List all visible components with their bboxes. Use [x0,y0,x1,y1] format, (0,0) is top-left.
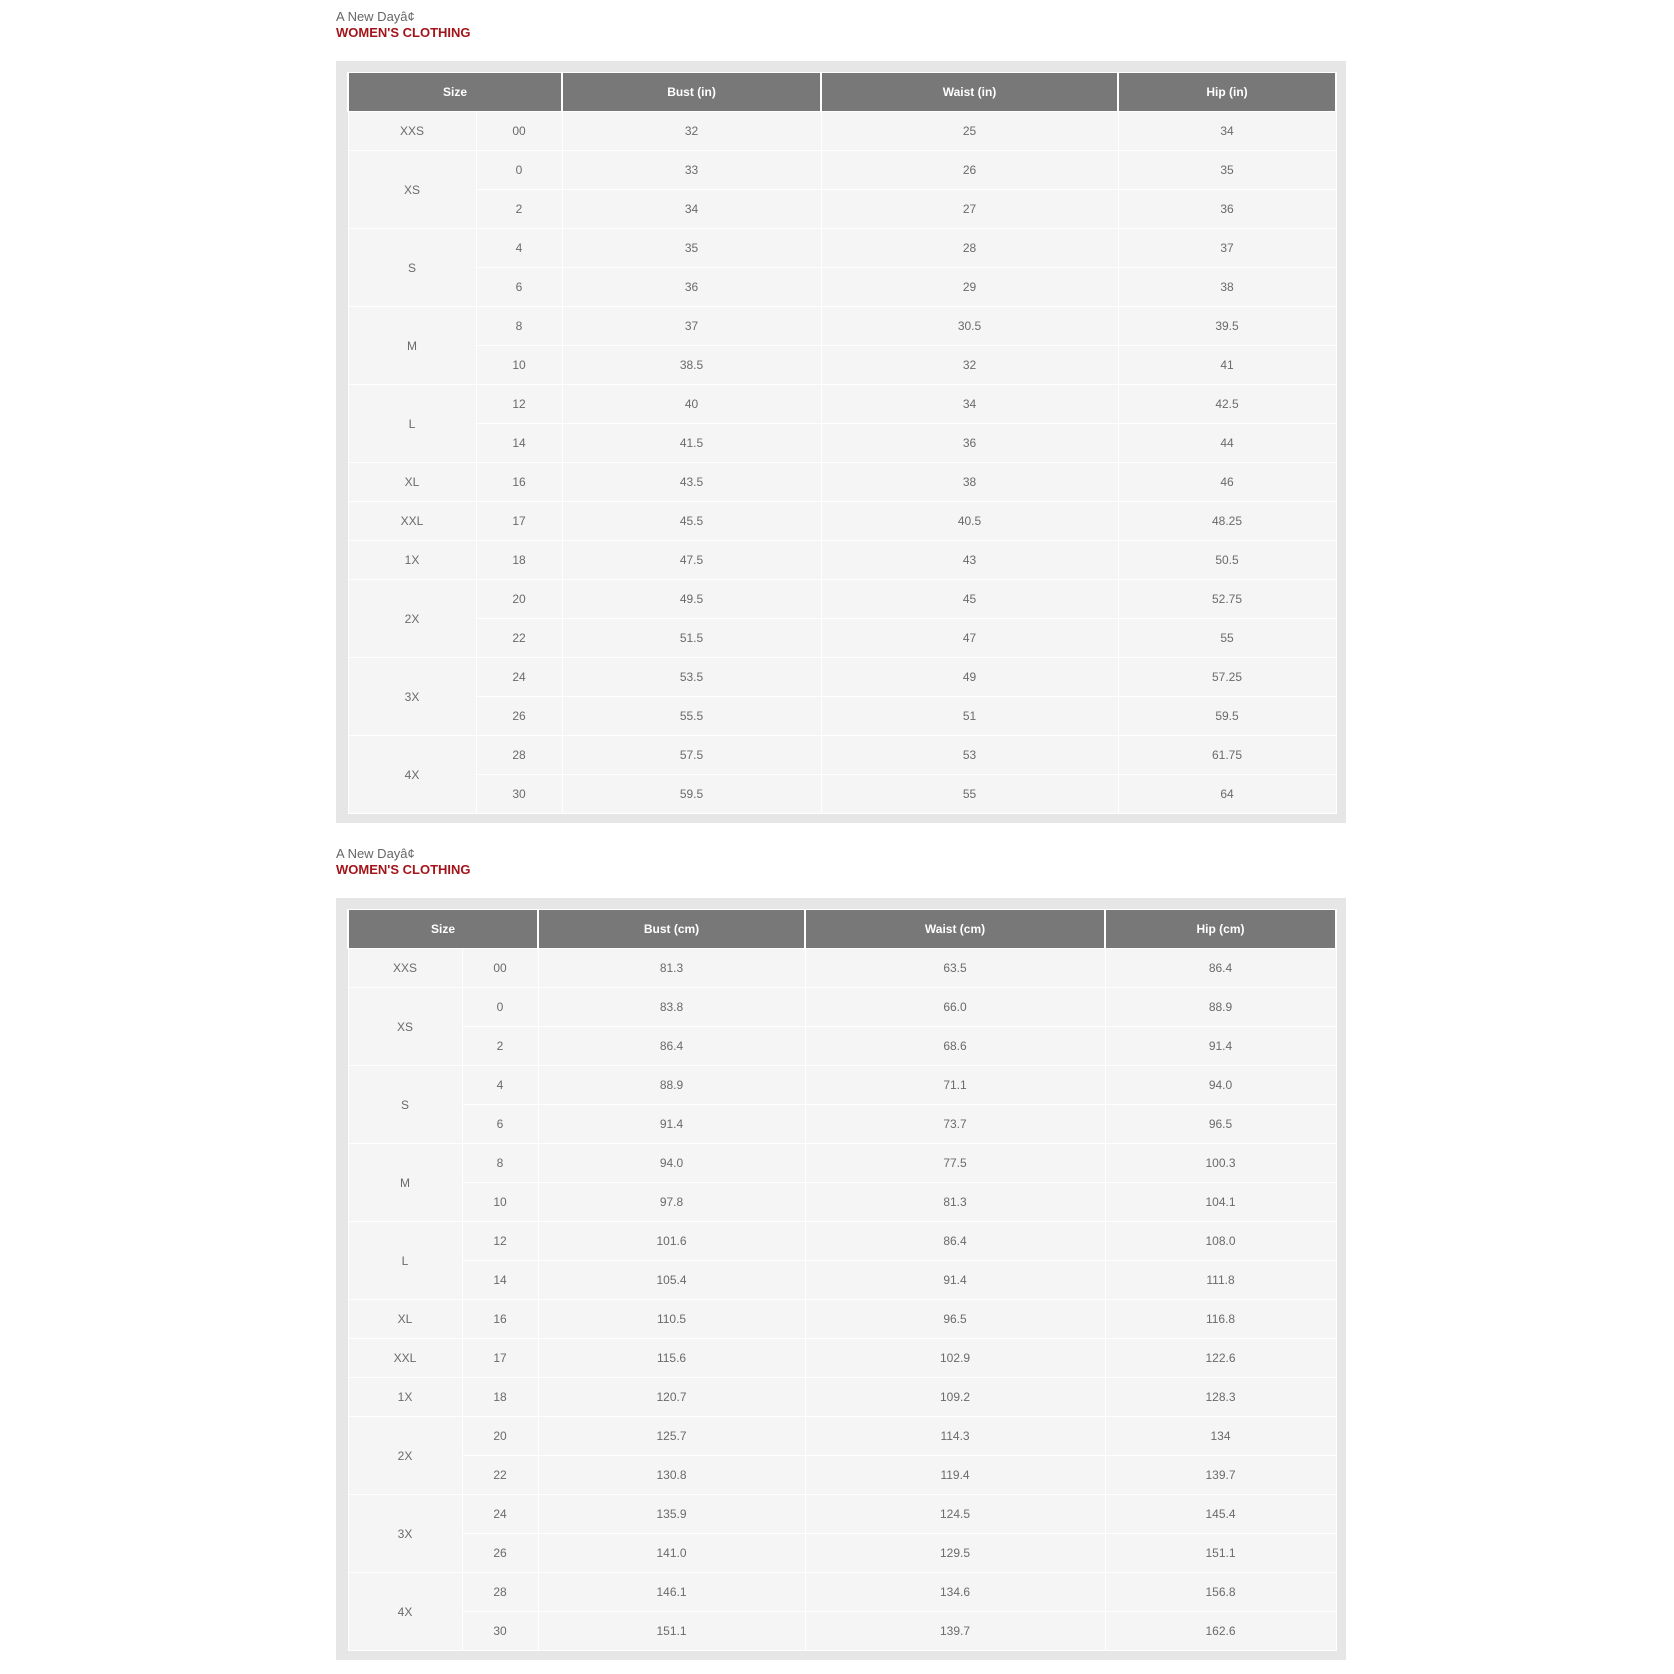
waist-cell: 134.6 [805,1573,1105,1612]
size-number-cell: 24 [476,658,562,697]
size-number-cell: 10 [462,1183,538,1222]
waist-cell: 30.5 [821,307,1118,346]
table-panel [336,61,1346,823]
waist-cell: 49 [821,658,1118,697]
size-number-cell: 8 [476,307,562,346]
size-number-cell: 10 [476,346,562,385]
hip-cell: 134 [1105,1417,1336,1456]
size-number-cell: 2 [476,190,562,229]
bust-cell: 47.5 [562,541,821,580]
size-number-cell: 12 [462,1222,538,1261]
hip-cell: 39.5 [1118,307,1336,346]
waist-cell: 71.1 [805,1066,1105,1105]
table-row [348,949,1336,988]
hip-cell: 64 [1118,775,1336,814]
hip-cell: 37 [1118,229,1336,268]
size-number-cell: 14 [462,1261,538,1300]
table-row [348,190,1336,229]
waist-cell: 68.6 [805,1027,1105,1066]
table-row [348,1027,1336,1066]
size-label-cell: 3X [348,658,476,736]
size-number-cell: 17 [476,502,562,541]
hip-cell: 41 [1118,346,1336,385]
section-title: WOMEN'S CLOTHING [336,862,471,877]
table-row [348,229,1336,268]
waist-cell: 26 [821,151,1118,190]
size-label-cell: S [348,1066,462,1144]
bust-cell: 33 [562,151,821,190]
size-chart-inches [336,9,1346,823]
size-label-cell: XS [348,988,462,1066]
waist-cell: 25 [821,112,1118,151]
table-row [348,1261,1336,1300]
size-label-cell: XS [348,151,476,229]
size-number-cell: 2 [462,1027,538,1066]
hip-cell: 104.1 [1105,1183,1336,1222]
waist-cell: 32 [821,346,1118,385]
table-row [348,1456,1336,1495]
waist-header: Waist (in) [821,73,1118,112]
waist-cell: 28 [821,229,1118,268]
size-header: Size [348,73,562,112]
hip-cell: 108.0 [1105,1222,1336,1261]
bust-cell: 34 [562,190,821,229]
table-row [348,1534,1336,1573]
table-row [348,1612,1336,1651]
bust-cell: 125.7 [538,1417,805,1456]
size-number-cell: 26 [476,697,562,736]
hip-cell: 94.0 [1105,1066,1336,1105]
table-row [348,151,1336,190]
table-row [348,1300,1336,1339]
hip-cell: 59.5 [1118,697,1336,736]
bust-cell: 45.5 [562,502,821,541]
bust-cell: 57.5 [562,736,821,775]
waist-cell: 139.7 [805,1612,1105,1651]
size-number-cell: 22 [462,1456,538,1495]
size-chart-centimeters [336,846,1346,1660]
table-row [348,580,1336,619]
waist-cell: 119.4 [805,1456,1105,1495]
table-row [348,1144,1336,1183]
bust-cell: 130.8 [538,1456,805,1495]
hip-cell: 151.1 [1105,1534,1336,1573]
table-row [348,1183,1336,1222]
size-label-cell: XXL [348,1339,462,1378]
table-row [348,1495,1336,1534]
hip-cell: 42.5 [1118,385,1336,424]
size-label-cell: XXS [348,949,462,988]
size-number-cell: 26 [462,1534,538,1573]
bust-cell: 110.5 [538,1300,805,1339]
size-number-cell: 28 [476,736,562,775]
size-label-cell: 1X [348,541,476,580]
waist-cell: 109.2 [805,1378,1105,1417]
size-number-cell: 30 [462,1612,538,1651]
table-row [348,307,1336,346]
size-header: Size [348,910,538,949]
waist-cell: 43 [821,541,1118,580]
bust-cell: 141.0 [538,1534,805,1573]
table-row [348,619,1336,658]
hip-cell: 111.8 [1105,1261,1336,1300]
bust-cell: 94.0 [538,1144,805,1183]
waist-cell: 63.5 [805,949,1105,988]
bust-cell: 59.5 [562,775,821,814]
hip-cell: 156.8 [1105,1573,1336,1612]
table-panel [336,898,1346,1660]
waist-cell: 73.7 [805,1105,1105,1144]
waist-cell: 124.5 [805,1495,1105,1534]
size-number-cell: 12 [476,385,562,424]
size-label-cell: L [348,1222,462,1300]
hip-cell: 100.3 [1105,1144,1336,1183]
size-number-cell: 8 [462,1144,538,1183]
bust-cell: 101.6 [538,1222,805,1261]
size-label-cell: M [348,1144,462,1222]
waist-cell: 40.5 [821,502,1118,541]
waist-cell: 51 [821,697,1118,736]
waist-cell: 38 [821,463,1118,502]
bust-cell: 88.9 [538,1066,805,1105]
size-label-cell: XL [348,463,476,502]
waist-cell: 47 [821,619,1118,658]
waist-cell: 36 [821,424,1118,463]
bust-cell: 151.1 [538,1612,805,1651]
table-row [348,1105,1336,1144]
size-label-cell: 2X [348,1417,462,1495]
hip-cell: 38 [1118,268,1336,307]
bust-cell: 41.5 [562,424,821,463]
hip-cell: 122.6 [1105,1339,1336,1378]
size-number-cell: 00 [462,949,538,988]
hip-cell: 145.4 [1105,1495,1336,1534]
bust-cell: 81.3 [538,949,805,988]
bust-cell: 146.1 [538,1573,805,1612]
table-row [348,346,1336,385]
table-row [348,1378,1336,1417]
size-number-cell: 17 [462,1339,538,1378]
hip-cell: 162.6 [1105,1612,1336,1651]
table-row [348,385,1336,424]
size-label-cell: L [348,385,476,463]
size-label-cell: 1X [348,1378,462,1417]
brand-name: A New Dayâ¢ [336,846,415,861]
size-number-cell: 14 [476,424,562,463]
hip-cell: 61.75 [1118,736,1336,775]
hip-cell: 35 [1118,151,1336,190]
size-label-cell: 4X [348,1573,462,1651]
bust-cell: 86.4 [538,1027,805,1066]
table-row [348,424,1336,463]
section-title: WOMEN'S CLOTHING [336,25,471,40]
bust-cell: 91.4 [538,1105,805,1144]
table-row [348,697,1336,736]
bust-header: Bust (cm) [538,910,805,949]
table-body [348,949,1336,1651]
bust-header: Bust (in) [562,73,821,112]
size-number-cell: 20 [476,580,562,619]
hip-header: Hip (in) [1118,73,1336,112]
waist-cell: 53 [821,736,1118,775]
waist-cell: 114.3 [805,1417,1105,1456]
table-row [348,1066,1336,1105]
waist-cell: 96.5 [805,1300,1105,1339]
bust-cell: 36 [562,268,821,307]
size-number-cell: 16 [462,1300,538,1339]
hip-cell: 50.5 [1118,541,1336,580]
bust-cell: 53.5 [562,658,821,697]
header-row [348,73,1336,112]
hip-cell: 44 [1118,424,1336,463]
size-table [347,909,1337,1651]
waist-cell: 66.0 [805,988,1105,1027]
table-row [348,502,1336,541]
size-label-cell: XXS [348,112,476,151]
hip-cell: 91.4 [1105,1027,1336,1066]
table-row [348,1339,1336,1378]
table-row [348,775,1336,814]
size-number-cell: 0 [476,151,562,190]
bust-cell: 120.7 [538,1378,805,1417]
size-number-cell: 6 [462,1105,538,1144]
table-row [348,112,1336,151]
bust-cell: 115.6 [538,1339,805,1378]
hip-cell: 139.7 [1105,1456,1336,1495]
table-row [348,988,1336,1027]
hip-cell: 86.4 [1105,949,1336,988]
size-label-cell: S [348,229,476,307]
table-row [348,1222,1336,1261]
bust-cell: 40 [562,385,821,424]
size-number-cell: 0 [462,988,538,1027]
waist-cell: 102.9 [805,1339,1105,1378]
hip-cell: 116.8 [1105,1300,1336,1339]
bust-cell: 49.5 [562,580,821,619]
size-label-cell: 4X [348,736,476,814]
bust-cell: 32 [562,112,821,151]
size-number-cell: 6 [476,268,562,307]
bust-cell: 37 [562,307,821,346]
size-label-cell: M [348,307,476,385]
size-table [347,72,1337,814]
table-row [348,736,1336,775]
waist-cell: 45 [821,580,1118,619]
hip-cell: 36 [1118,190,1336,229]
header-row [348,910,1336,949]
size-number-cell: 18 [476,541,562,580]
bust-cell: 97.8 [538,1183,805,1222]
waist-cell: 86.4 [805,1222,1105,1261]
size-number-cell: 18 [462,1378,538,1417]
hip-cell: 128.3 [1105,1378,1336,1417]
size-number-cell: 4 [476,229,562,268]
waist-cell: 29 [821,268,1118,307]
size-number-cell: 24 [462,1495,538,1534]
bust-cell: 51.5 [562,619,821,658]
hip-cell: 96.5 [1105,1105,1336,1144]
table-row [348,658,1336,697]
waist-cell: 81.3 [805,1183,1105,1222]
size-number-cell: 28 [462,1573,538,1612]
table-row [348,1573,1336,1612]
table-row [348,1417,1336,1456]
table-row [348,268,1336,307]
brand-name: A New Dayâ¢ [336,9,415,24]
size-label-cell: XXL [348,502,476,541]
waist-cell: 34 [821,385,1118,424]
table-row [348,463,1336,502]
waist-cell: 77.5 [805,1144,1105,1183]
size-number-cell: 00 [476,112,562,151]
bust-cell: 38.5 [562,346,821,385]
size-number-cell: 16 [476,463,562,502]
bust-cell: 35 [562,229,821,268]
bust-cell: 105.4 [538,1261,805,1300]
waist-cell: 91.4 [805,1261,1105,1300]
bust-cell: 55.5 [562,697,821,736]
table-row [348,541,1336,580]
waist-cell: 55 [821,775,1118,814]
size-number-cell: 20 [462,1417,538,1456]
hip-header: Hip (cm) [1105,910,1336,949]
waist-cell: 129.5 [805,1534,1105,1573]
table-body [348,112,1336,814]
hip-cell: 34 [1118,112,1336,151]
hip-cell: 46 [1118,463,1336,502]
hip-cell: 48.25 [1118,502,1336,541]
size-label-cell: 3X [348,1495,462,1573]
size-number-cell: 30 [476,775,562,814]
bust-cell: 43.5 [562,463,821,502]
waist-cell: 27 [821,190,1118,229]
hip-cell: 88.9 [1105,988,1336,1027]
size-number-cell: 4 [462,1066,538,1105]
hip-cell: 55 [1118,619,1336,658]
size-number-cell: 22 [476,619,562,658]
waist-header: Waist (cm) [805,910,1105,949]
hip-cell: 57.25 [1118,658,1336,697]
size-label-cell: 2X [348,580,476,658]
bust-cell: 135.9 [538,1495,805,1534]
bust-cell: 83.8 [538,988,805,1027]
hip-cell: 52.75 [1118,580,1336,619]
size-label-cell: XL [348,1300,462,1339]
